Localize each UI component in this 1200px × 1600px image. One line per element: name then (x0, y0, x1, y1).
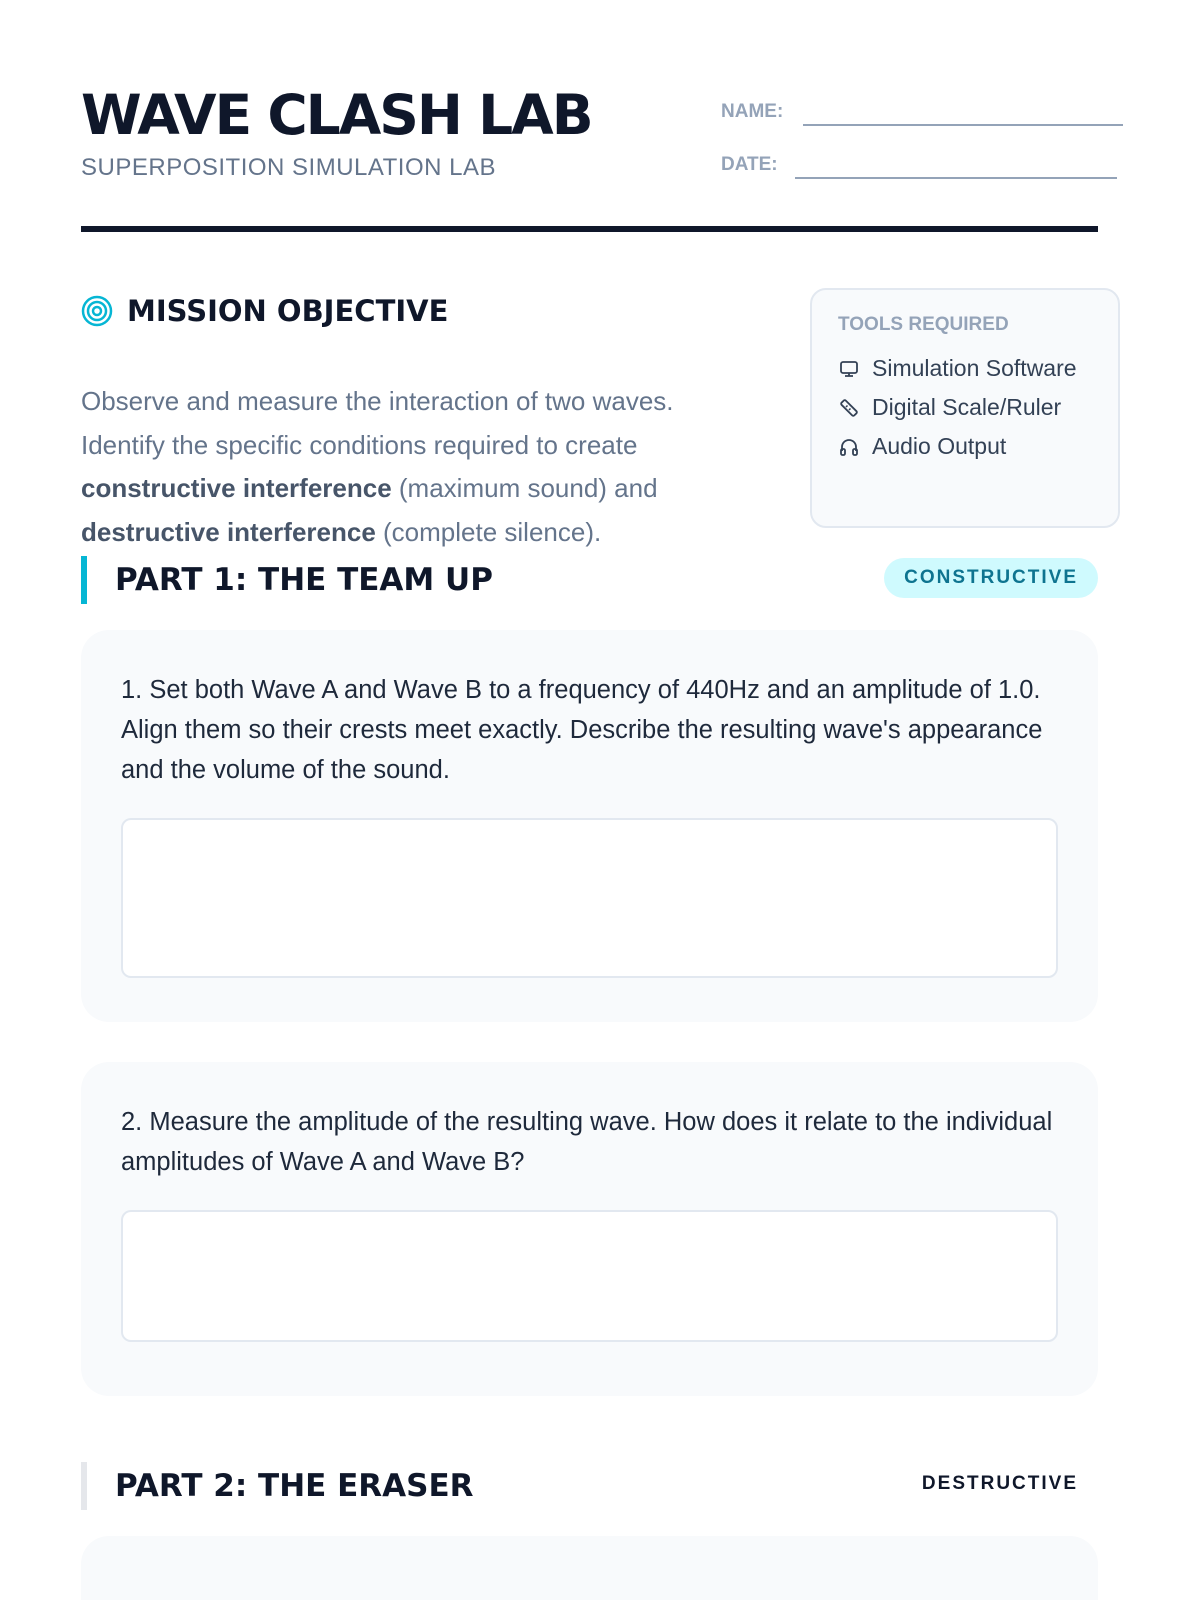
mission-heading (81, 294, 448, 328)
name-input-line[interactable] (803, 98, 1123, 126)
constructive-badge: CONSTRUCTIVE (884, 558, 1098, 598)
part1-heading (81, 556, 1098, 604)
question-text: 2. Measure the amplitude of the resulting wave. How does it relate to the individual amplitudes of Wave A and Wave B? (121, 1108, 1053, 1176)
mission-bold-destructive: destructive interference (81, 516, 376, 547)
tools-required-box (810, 288, 1120, 528)
name-field (721, 98, 1123, 126)
mission-title: MISSION OBJECTIVE (127, 294, 449, 328)
answer-input[interactable] (121, 818, 1058, 978)
tool-label: Audio Output (872, 433, 1007, 459)
part1-title: PART 1: THE TEAM UP (115, 562, 493, 598)
mission-text-part: (complete silence). (375, 516, 602, 547)
mission-section (81, 234, 1098, 556)
page-title: WAVE CLASH LAB (81, 83, 592, 147)
tool-label: Simulation Software (872, 355, 1077, 381)
question-card (81, 1062, 1098, 1396)
tool-item (838, 391, 1092, 424)
target-icon (81, 295, 113, 327)
name-label: NAME: (721, 101, 784, 122)
part2-title: PART 2: THE ERASER (115, 1468, 474, 1504)
mission-text-part: Observe and measure the interaction of two waves. Identify the specific conditions required to create (81, 386, 674, 460)
tool-item (838, 430, 1092, 463)
date-label: DATE: (721, 154, 778, 175)
page-subtitle: SUPERPOSITION SIMULATION LAB (81, 154, 496, 181)
date-input-line[interactable] (795, 151, 1117, 179)
question-card (81, 1536, 1098, 1600)
question-text: 1. Set both Wave A and Wave B to a frequency of 440Hz and an amplitude of 1.0. Align them so their crests meet exactly. Describe the resulting wave's appearance and the volume of the sound. (121, 676, 1043, 784)
ruler-icon (838, 397, 860, 419)
part2-accent-bar (81, 1462, 87, 1510)
part2-heading (81, 1462, 1098, 1510)
tools-title: TOOLS REQUIRED (838, 314, 1009, 335)
tool-label: Digital Scale/Ruler (872, 394, 1062, 420)
part1-accent-bar (81, 556, 87, 604)
date-field (721, 151, 1117, 179)
monitor-icon (838, 358, 860, 380)
headphones-icon (838, 436, 860, 458)
tool-item (838, 352, 1092, 385)
header (81, 0, 1098, 234)
mission-bold-constructive: constructive interference (81, 473, 392, 503)
header-divider (81, 226, 1098, 232)
answer-input[interactable] (121, 1210, 1058, 1342)
mission-text-part: (maximum sound) and (391, 473, 658, 503)
mission-description (81, 380, 741, 554)
destructive-badge: DESTRUCTIVE (921, 1473, 1078, 1494)
question-card (81, 630, 1098, 1022)
